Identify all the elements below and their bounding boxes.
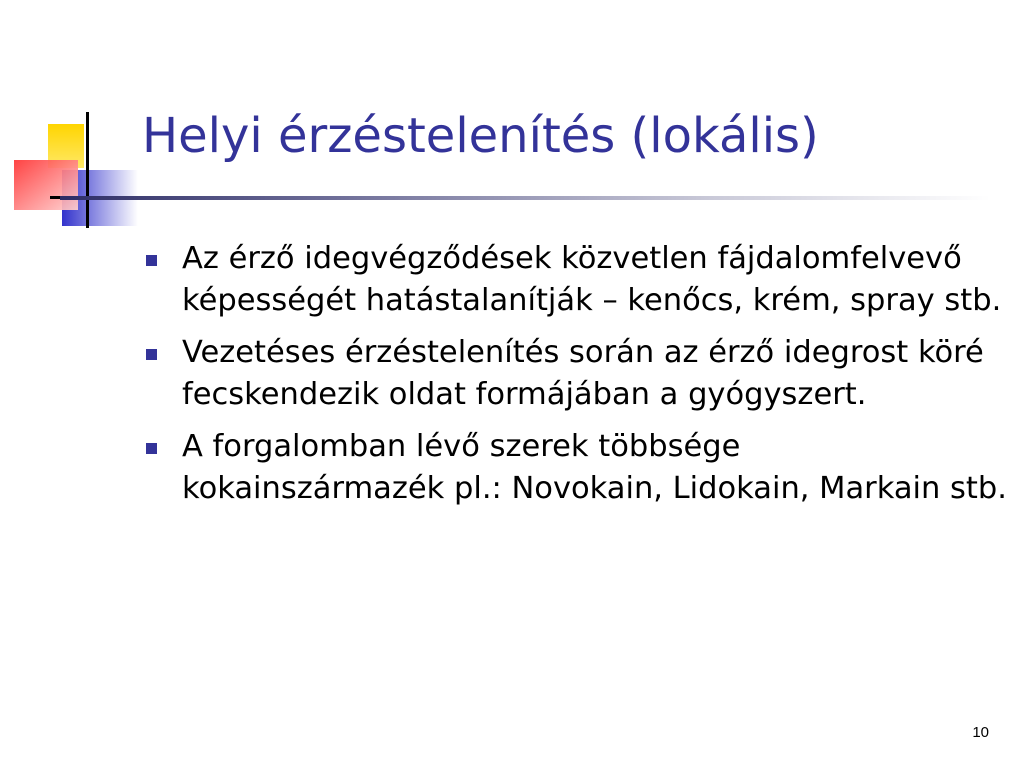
logo-vertical-line (86, 112, 89, 228)
bullet-text: A forgalomban lévő szerek többsége kokainszármazék pl.: Novokain, Lidokain, Markain stb. (182, 429, 1007, 506)
bullet-text: Vezetéses érzéstelenítés során az érző idegrost köré fecskendezik oldat formájában a gyógyszert. (182, 335, 984, 412)
decorative-logo (0, 0, 150, 240)
bullet-text: Az érző idegvégződések közvetlen fájdalomfelvevő képességét hatástalanítják – kenőcs, krém, spray stb. (182, 241, 1002, 318)
logo-red-square (14, 160, 78, 210)
bullet-square-icon (146, 443, 157, 454)
slide-title: Helyi érzéstelenítés (lokális) (142, 108, 819, 164)
bullet-square-icon (146, 255, 157, 266)
bullet-item (142, 238, 1012, 322)
bullet-square-icon (146, 349, 157, 360)
page-number: 10 (972, 724, 989, 741)
title-underline (60, 196, 990, 200)
bullet-item (142, 332, 1012, 416)
bullet-list (142, 238, 1012, 520)
bullet-item (142, 426, 1012, 510)
